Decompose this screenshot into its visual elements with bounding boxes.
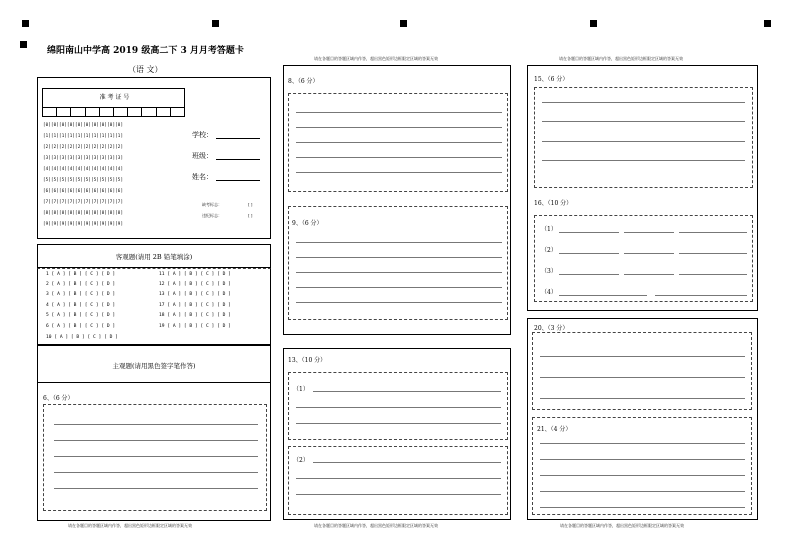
digit-bubble-row[interactable]: [9][9][9][9][9][9][9][9][9][9] [43,221,124,226]
mc-row[interactable]: 6 [ A ] [ B ] [ C ] [ D ] [46,324,116,329]
q13-2-label: （2） [293,457,309,464]
digit-bubble-row[interactable]: [6][6][6][6][6][6][6][6][6][6] [43,188,124,193]
subjective-title: 主观题(请用黑色签字笔作答) [112,362,196,370]
registration-mark [400,20,407,27]
school-field[interactable] [216,138,260,139]
subjective-header [37,345,271,383]
q15-label: 15、（6 分） [534,76,569,83]
notice-header: 请在各题目的答题区域内作答，超出黑色矩形边框限定区域的答案无效 [314,56,438,61]
digit-bubble-row[interactable]: [7][7][7][7][7][7][7][7][7][7] [43,199,124,204]
q6-label: 6、（6 分） [43,395,74,402]
q20-answer-zone[interactable] [532,332,752,410]
q16-2-label: （2） [541,247,557,254]
q13-label: 13、（10 分） [288,357,327,364]
digit-bubble-row[interactable]: [4][4][4][4][4][4][4][4][4][4] [43,166,124,171]
student-info-box [37,77,271,239]
q8-label: 8、（6 分） [288,78,319,85]
q13-1-answer-zone[interactable] [288,372,508,440]
notice-footer: 请在各题目的答题区域内作答，超出黑色矩形边框限定区域的答案无效 [560,523,684,528]
registration-mark [20,41,27,48]
q16-3-label: （3） [541,268,557,275]
q16-answer-zone[interactable] [534,215,753,302]
mc-row[interactable]: 5 [ A ] [ B ] [ C ] [ D ] [46,313,116,318]
registration-mark [22,20,29,27]
admission-digit-cells[interactable] [42,108,185,117]
q13-1-label: （1） [293,386,309,393]
q16-label: 16、（10 分） [534,200,573,207]
q15-answer-zone[interactable] [534,87,753,188]
digit-bubble-row[interactable]: [5][5][5][5][5][5][5][5][5][5] [43,177,124,182]
q9-answer-zone[interactable] [288,206,508,320]
answer-area-q8-q9 [283,65,511,335]
violation-mark-box[interactable]: [ ] [248,213,253,218]
q9-label: 9、（6 分） [292,220,323,227]
absent-label: 缺考标志： [202,202,222,207]
q16-1-label: （1） [541,226,557,233]
admission-number-box [42,88,185,108]
digit-bubble-row[interactable]: [1][1][1][1][1][1][1][1][1][1] [43,133,124,138]
q16-4-label: （4） [541,289,557,296]
mc-row[interactable]: 10 [ A ] [ B ] [ C ] [ D ] [46,335,118,340]
digit-bubble-row[interactable]: [2][2][2][2][2][2][2][2][2][2] [43,144,124,149]
digit-bubble-row[interactable]: [0][0][0][0][0][0][0][0][0][0] [43,122,124,127]
class-field[interactable] [216,159,260,160]
mc-row[interactable]: 4 [ A ] [ B ] [ C ] [ D ] [46,303,116,308]
mc-row[interactable]: 13 [ A ] [ B ] [ C ] [ D ] [159,292,231,297]
answer-area-q13 [283,348,511,520]
answer-area-q20-q21 [527,318,758,520]
digit-bubble-row[interactable]: [8][8][8][8][8][8][8][8][8][8] [43,210,124,215]
mc-row[interactable]: 1 [ A ] [ B ] [ C ] [ D ] [46,272,116,277]
violation-label: 违纪标志： [202,213,222,218]
notice-footer: 请在各题目的答题区域内作答，超出黑色矩形边框限定区域的答案无效 [314,523,438,528]
absent-mark-box[interactable]: [ ] [248,202,253,207]
registration-mark [764,20,771,27]
q21-answer-zone[interactable] [532,417,752,515]
notice-header: 请在各题目的答题区域内作答，超出黑色矩形边框限定区域的答案无效 [559,56,683,61]
q13-2-answer-zone[interactable] [288,446,508,515]
mc-row[interactable]: 11 [ A ] [ B ] [ C ] [ D ] [159,272,231,277]
registration-mark [212,20,219,27]
q6-answer-zone[interactable] [43,404,267,511]
mc-row[interactable]: 12 [ A ] [ B ] [ C ] [ D ] [159,282,231,287]
name-label: 姓名： [192,173,213,181]
sheet-title: 绵阳南山中学高 2019 级高二下 3 月月考答题卡 [47,46,244,56]
name-field[interactable] [216,180,260,181]
objective-title: 客观题(请用 2B 铅笔填涂) [115,253,193,261]
mc-row[interactable]: 2 [ A ] [ B ] [ C ] [ D ] [46,282,116,287]
digit-bubble-row[interactable]: [3][3][3][3][3][3][3][3][3][3] [43,155,124,160]
answer-area-q6 [37,383,271,521]
class-label: 班级： [192,152,213,160]
mc-row[interactable]: 19 [ A ] [ B ] [ C ] [ D ] [159,324,231,329]
subject-label: （语 文） [128,65,163,74]
mc-row[interactable]: 17 [ A ] [ B ] [ C ] [ D ] [159,303,231,308]
q21-label: 21、（4 分） [537,426,572,433]
objective-header [37,244,271,268]
objective-answers-box [37,268,271,345]
q20-label: 20、（3 分） [534,325,569,332]
admission-number-label: 准 考 证 号 [99,94,130,101]
mc-row[interactable]: 3 [ A ] [ B ] [ C ] [ D ] [46,292,116,297]
q8-answer-zone[interactable] [288,93,508,192]
answer-area-q15-q16 [527,65,758,311]
notice-footer: 请在各题目的答题区域内作答，超出黑色矩形边框限定区域的答案无效 [68,523,192,528]
registration-mark [590,20,597,27]
mc-row[interactable]: 18 [ A ] [ B ] [ C ] [ D ] [159,313,231,318]
school-label: 学校： [192,131,213,139]
